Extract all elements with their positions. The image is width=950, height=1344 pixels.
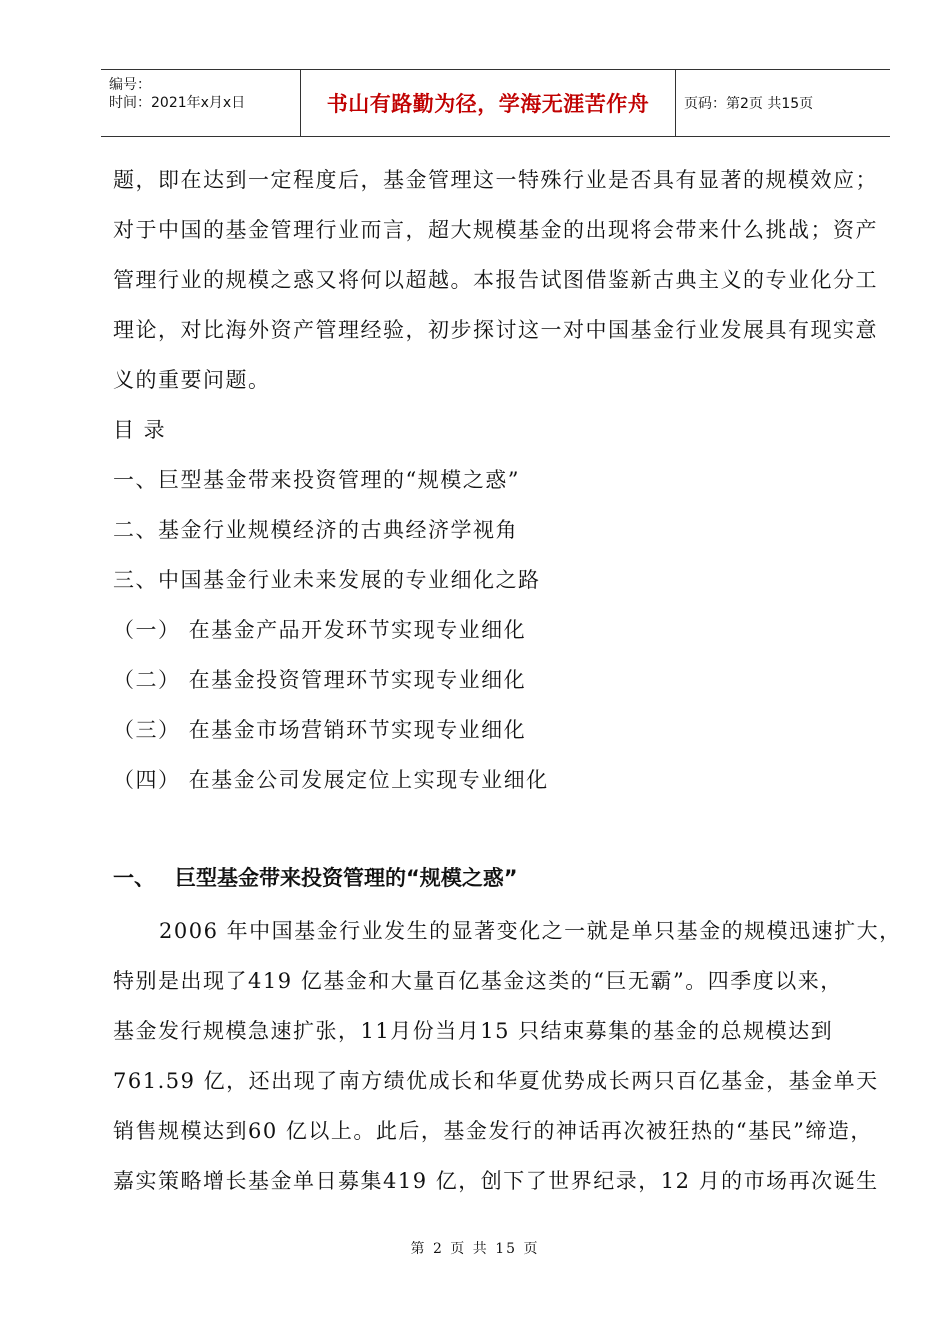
section-title: 巨型基金带来投资管理的“规模之惑” <box>175 866 518 890</box>
toc-item: （四） 在基金公司发展定位上实现专业细化 <box>113 768 549 792</box>
page-code: 页码：第2页 共15页 <box>684 96 814 112</box>
intro-line: 对于中国的基金管理行业而言，超大规模基金的出现将会带来什么挑战；资产 <box>113 218 878 242</box>
table-of-contents <box>113 405 893 805</box>
header-meta-cell <box>101 70 301 136</box>
intro-line: 管理行业的规模之惑又将何以超越。本报告试图借鉴新古典主义的专业化分工 <box>113 268 878 292</box>
section-number: 一、 <box>113 866 155 890</box>
header-motto-cell <box>301 70 676 136</box>
paragraph-line: 2006 年中国基金行业发生的显著变化之一就是单只基金的规模迅速扩大， <box>159 919 902 943</box>
paragraph-line: 基金发行规模急速扩张，11月份当月15 只结束募集的基金的总规模达到 <box>113 1019 834 1043</box>
toc-item: （三） 在基金市场营销环节实现专业细化 <box>113 718 527 742</box>
document-body <box>113 155 902 1206</box>
toc-item: 二、基金行业规模经济的古典经济学视角 <box>113 518 518 542</box>
page-footer: 第 2 页 共 15 页 <box>410 1241 540 1257</box>
intro-paragraph <box>113 155 893 405</box>
number-label: 编号： <box>109 77 151 93</box>
intro-line: 题，即在达到一定程度后，基金管理这一特殊行业是否具有显著的规模效应； <box>113 168 878 192</box>
toc-item: （一） 在基金产品开发环节实现专业细化 <box>113 618 527 642</box>
time-label: 时间：2021年x月x日 <box>109 95 246 111</box>
motto-text: 书山有路勤为径，学海无涯苦作舟 <box>326 92 650 116</box>
toc-item: 三、中国基金行业未来发展的专业细化之路 <box>113 568 541 592</box>
intro-line: 理论，对比海外资产管理经验，初步探讨这一对中国基金行业发展具有现实意 <box>113 318 878 342</box>
paragraph-line: 嘉实策略增长基金单日募集419 亿，创下了世界纪录，12 月的市场再次诞生 <box>113 1169 879 1193</box>
paragraph-line: 特别是出现了419 亿基金和大量百亿基金这类的“巨无霸”。四季度以来， <box>113 969 843 993</box>
header-page-cell <box>676 70 890 136</box>
paragraph-line: 761.59 亿，还出现了南方绩优成长和华夏优势成长两只百亿基金，基金单天 <box>113 1069 879 1093</box>
toc-title: 目 录 <box>113 418 167 442</box>
intro-line: 义的重要问题。 <box>113 368 271 392</box>
page-header <box>101 69 890 137</box>
toc-item: 一、巨型基金带来投资管理的“规模之惑” <box>113 468 520 492</box>
section-paragraph <box>113 906 902 1206</box>
toc-item: （二） 在基金投资管理环节实现专业细化 <box>113 668 527 692</box>
section-heading <box>113 850 893 906</box>
paragraph-line: 销售规模达到60 亿以上。此后，基金发行的神话再次被狂热的“基民”缔造， <box>113 1119 873 1143</box>
